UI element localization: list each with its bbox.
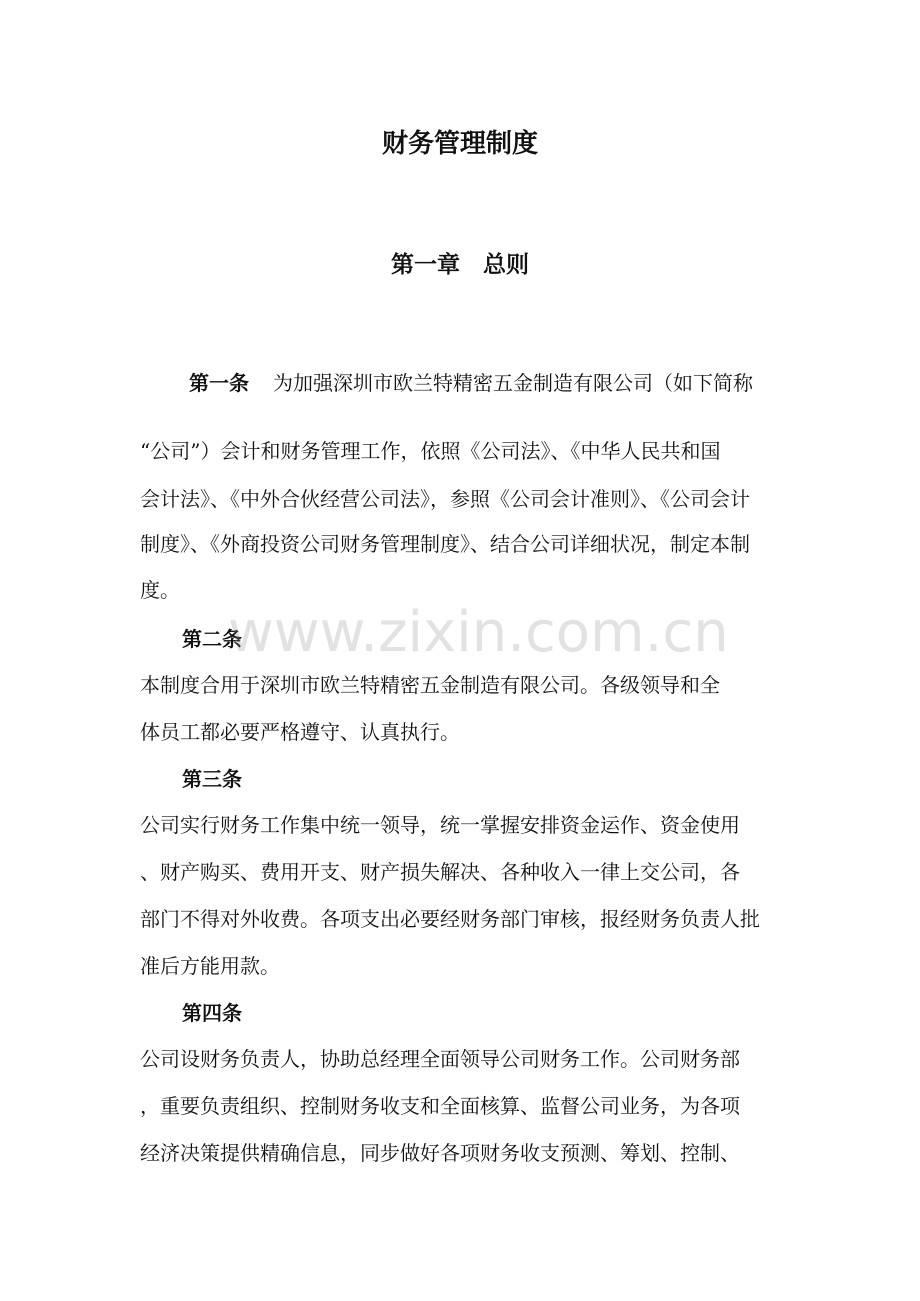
article-3-line-2: 、财产购买、费用开支、财产损失解决、各种收入一律上交公司，各 (140, 860, 740, 884)
document-title: 财务管理制度 (381, 129, 538, 159)
article-2-heading: 第二条 (182, 627, 242, 651)
article-1-first-line (189, 368, 753, 398)
article-1-line-4: 制度》、《外商投资公司财务管理制度》、结合公司详细状况，制定本制 (140, 532, 750, 556)
article-4-line-2: ，重要负责组织、控制财务收支和全面核算、监督公司业务，为各项 (140, 1094, 740, 1118)
article-1-line-5: 度。 (140, 578, 180, 602)
article-3-line-1: 公司实行财务工作集中统一领导，统一掌握安排资金运作、资金使用 (140, 813, 740, 837)
article-4-line-1: 公司设财务负责人，协助总经理全面领导公司财务工作。公司财务部 (140, 1047, 740, 1071)
article-2-line-2: 体员工都必要严格遵守、认真执行。 (140, 720, 460, 744)
article-3-line-4: 准后方能用款。 (140, 954, 280, 978)
article-1-line-2: “公司”）会计和财务管理工作，依照《公司法》、《中华人民共和国 (140, 439, 721, 463)
article-1-line-1: 为加强深圳市欧兰特精密五金制造有限公司（如下简称 (273, 371, 753, 395)
article-2-line-1: 本制度合用于深圳市欧兰特精密五金制造有限公司。各级领导和全 (140, 673, 720, 697)
article-3-heading: 第三条 (182, 767, 242, 791)
article-3-line-3: 部门不得对外收费。各项支出必要经财务部门审核，报经财务负责人批 (140, 907, 760, 931)
article-1-line-3: 会计法》、《中外合伙经营公司法》，参照《公司会计准则》、《公司会计 (140, 487, 750, 511)
chapter-heading: 第一章 总则 (391, 252, 529, 278)
article-1-heading: 第一条 (189, 371, 249, 395)
article-4-heading: 第四条 (182, 1001, 242, 1025)
watermark-text: www.zixin.com.cn (228, 600, 729, 665)
article-4-line-3: 经济决策提供精确信息，同步做好各项财务收支预测、筹划、控制、 (140, 1141, 740, 1165)
